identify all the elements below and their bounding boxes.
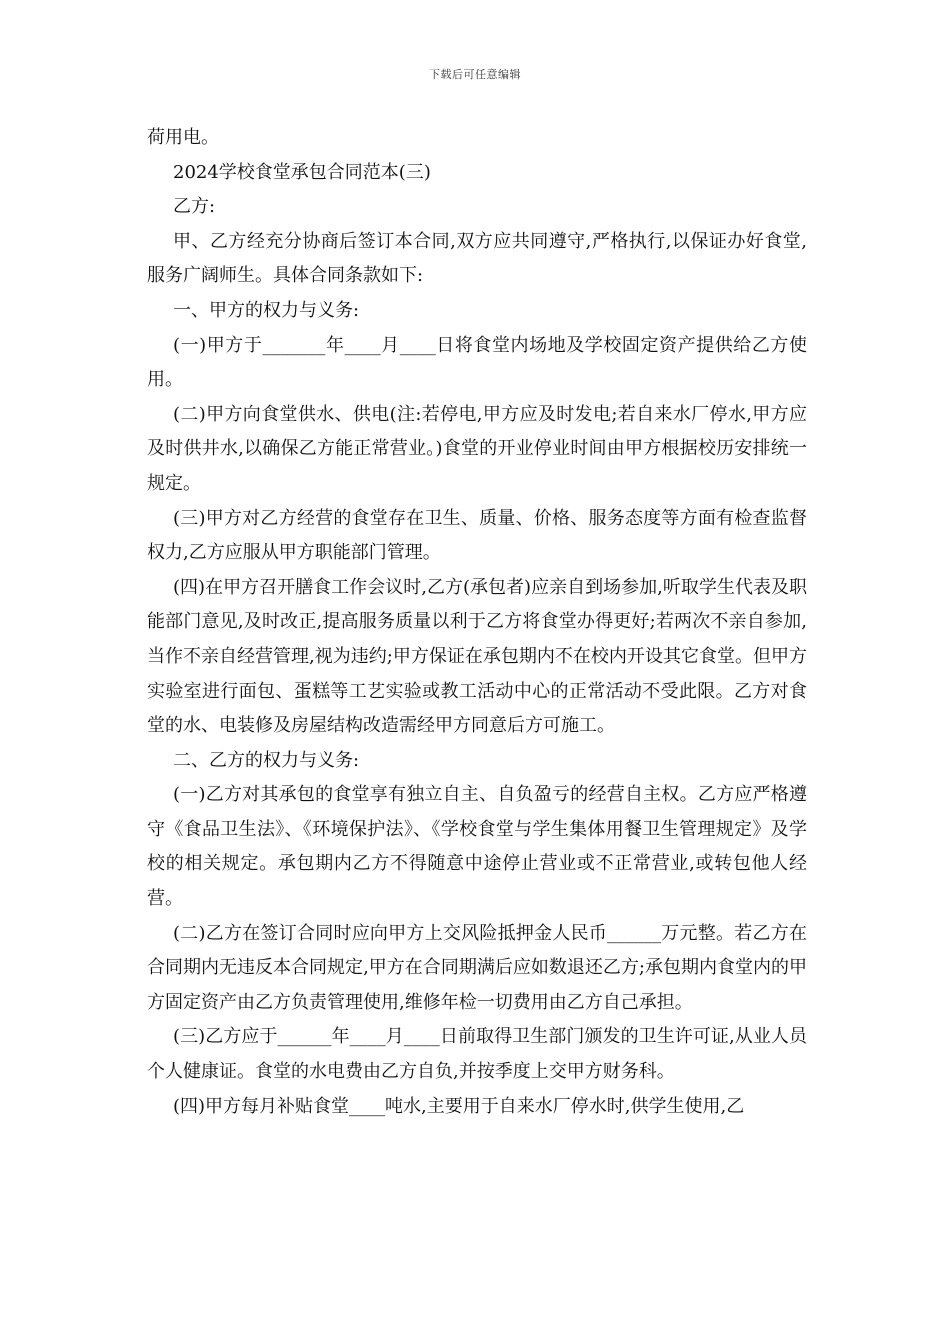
page-header-note: 下载后可任意编辑: [429, 68, 521, 81]
party-b-clause-2: (二)乙方在签订合同时应向甲方上交风险抵押金人民币______万元整。若乙方在合同期内无违反本合同规定,甲方在合同期满后应如数退还乙方;承包期内食堂内的甲方固定资产由乙方负责管理使用,维修年检一切费用由乙方自己承担。: [147, 922, 807, 1013]
intro-paragraph: 甲、乙方经充分协商后签订本合同,双方应共同遵守,严格执行,以保证办好食堂,服务广阔师生。具体合同条款如下:: [147, 230, 807, 287]
party-a-clause-4: (四)在甲方召开膳食工作会议时,乙方(承包者)应亲自到场参加,听取学生代表及职能部门意见,及时改正,提高服务质量以利于乙方将食堂办得更好;若两次不亲自参加,当作不亲自经营管理,视为违约;甲方保证在承包期内不在校内开设其它食堂。但甲方实验室进行面包、蛋糕等工艺实验或教工活动中心的正常活动不受此限。乙方对食堂的水、电装修及房屋结构改造需经甲方同意后方可施工。: [147, 576, 807, 737]
party-a-clause-2: (二)甲方向食堂供水、供电(注:若停电,甲方应及时发电;若自来水厂停水,甲方应及时供井水,以确保乙方能正常营业。)食堂的开业停业时间由甲方根据校历安排统一规定。: [147, 403, 807, 494]
party-b-clause-1: (一)乙方对其承包的食堂享有独立自主、自负盈亏的经营自主权。乙方应严格遵守《食品卫生法》、《环境保护法》、《学校食堂与学生集体用餐卫生管理规定》及学校的相关规定。承包期内乙方不得随意中途停止营业或不正常营业,或转包他人经营。: [147, 784, 807, 910]
document-title: 2024学校食堂承包合同范本(三): [173, 161, 431, 183]
party-b-clause-3: (三)乙方应于______年____月____日前取得卫生部门颁发的卫生许可证,从业人员个人健康证。食堂的水电费由乙方自负,并按季度上交甲方财务科。: [147, 1026, 807, 1083]
section-heading-party-b: 二、乙方的权力与义务:: [173, 749, 360, 771]
party-b-clause-4: (四)甲方每月补贴食堂____吨水,主要用于自来水厂停水时,供学生使用,乙: [173, 1095, 745, 1117]
party-a-clause-3: (三)甲方对乙方经营的食堂存在卫生、质量、价格、服务态度等方面有检查监督权力,乙方应服从甲方职能部门管理。: [147, 507, 807, 564]
party-b-line: 乙方:: [173, 196, 216, 218]
section-heading-party-a: 一、甲方的权力与义务:: [173, 299, 360, 321]
party-a-clause-1: (一)甲方于_______年____月____日将食堂内场地及学校固定资产提供给乙方使用。: [147, 334, 807, 391]
paragraph-continuation: 荷用电。: [147, 127, 219, 148]
document-body: [147, 121, 807, 1124]
